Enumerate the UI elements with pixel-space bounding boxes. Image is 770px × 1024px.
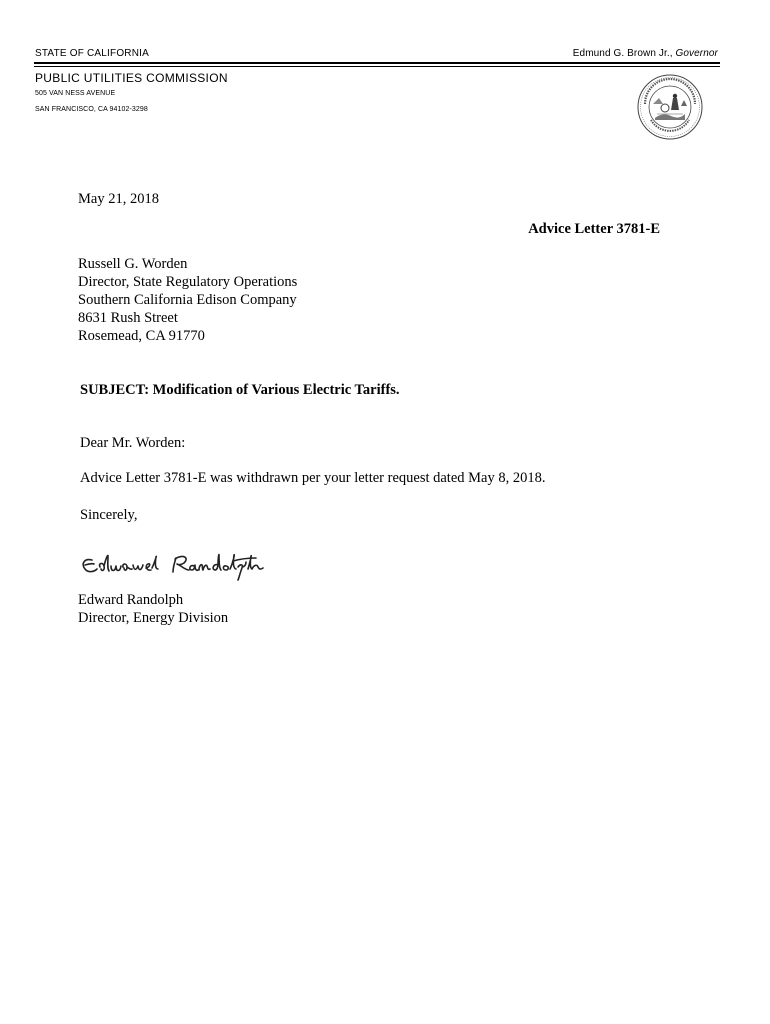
handwritten-signature: [78, 548, 274, 582]
signer-title: Director, Energy Division: [78, 610, 229, 626]
recipient-name: Russell G. Worden: [78, 256, 188, 272]
recipient-street: 8631 Rush Street: [78, 310, 178, 326]
recipient-address-block: [78, 255, 297, 345]
letter-subject: SUBJECT: Modification of Various Electric Tariffs.: [80, 382, 400, 398]
recipient-city: Rosemead, CA 91770: [78, 328, 205, 344]
header-governor: [573, 48, 718, 59]
advice-letter-reference: Advice Letter 3781-E: [528, 221, 660, 237]
header-state: STATE OF CALIFORNIA: [35, 48, 149, 59]
letter-closing: Sincerely,: [80, 507, 138, 523]
agency-address-city: SAN FRANCISCO, CA 94102-3298: [35, 106, 148, 113]
recipient-title: Director, State Regulatory Operations: [78, 274, 298, 290]
governor-title: Governor: [675, 48, 718, 59]
agency-name: PUBLIC UTILITIES COMMISSION: [35, 71, 228, 85]
signer-block: [78, 591, 228, 627]
letter-salutation: Dear Mr. Worden:: [80, 435, 186, 451]
recipient-company: Southern California Edison Company: [78, 292, 297, 308]
agency-address-street: 505 VAN NESS AVENUE: [35, 90, 116, 97]
letter-date: May 21, 2018: [78, 191, 159, 207]
header-rule-thin: [34, 66, 720, 67]
signer-name: Edward Randolph: [78, 592, 184, 608]
state-seal-icon: [637, 74, 703, 140]
letter-body: Advice Letter 3781-E was withdrawn per your letter request dated May 8, 2018.: [80, 470, 546, 486]
governor-name: Edmund G. Brown Jr.,: [572, 48, 673, 59]
header-rule-thick: [34, 62, 720, 64]
